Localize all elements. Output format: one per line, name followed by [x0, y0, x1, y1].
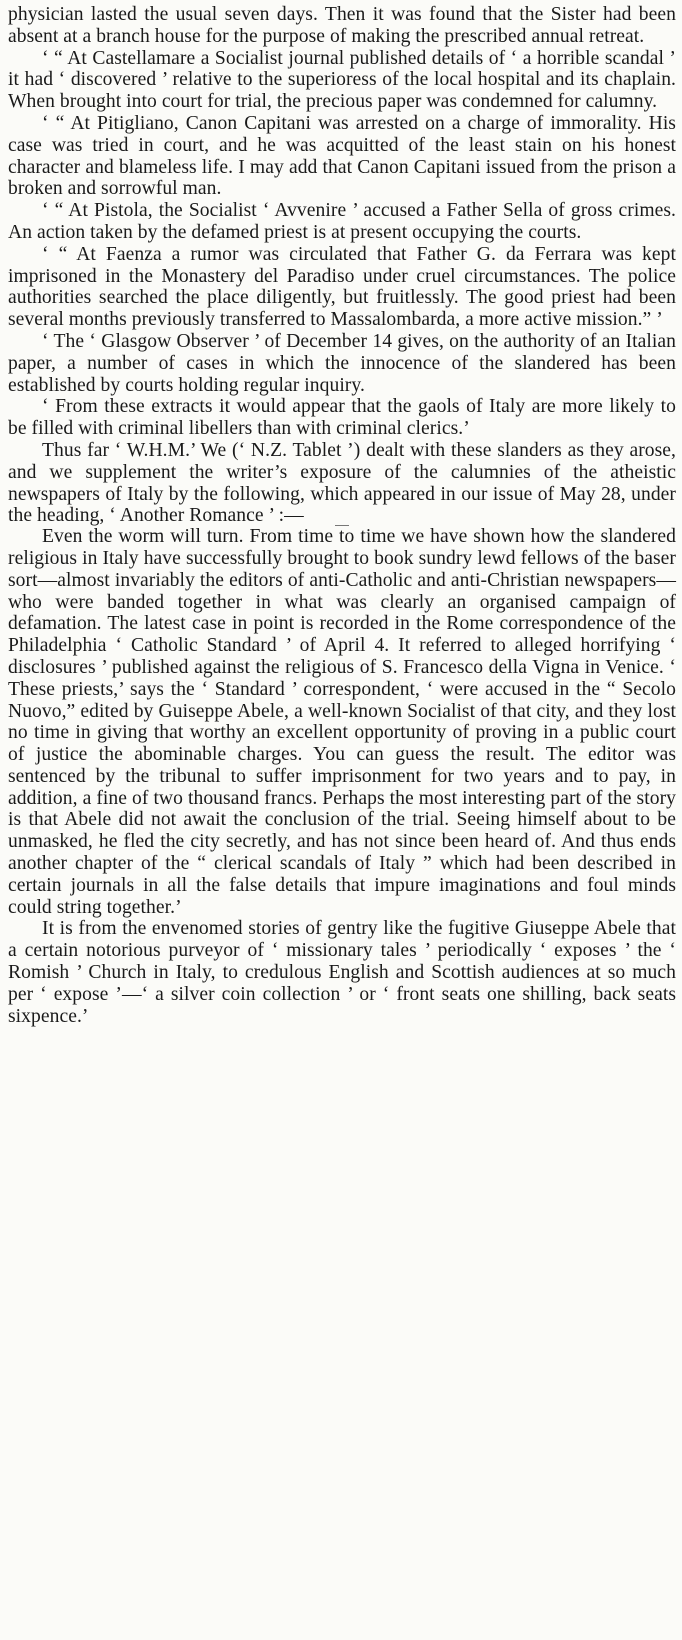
- paragraph-thus-far: Thus far ‘ W.H.M.’ We (‘ N.Z. Tablet ’) dealt with these slanders as they arose, and we supplement the writer’s exposure of the calumnies of the atheistic newspapers of Italy by the following, which appeared in our issue of May 28, under the heading, ‘ Another Romance ’ :—: [8, 439, 676, 527]
- paragraph-glasgow-observer: ‘ The ‘ Glasgow Observer ’ of December 14 gives, on the authority of an Italian paper, a number of cases in which the innocence of the slandered has been established by courts holding regular inquiry.: [8, 330, 676, 396]
- paragraph-castellamare: ‘ “ At Castellamare a Socialist journal published details of ‘ a horrible scandal ’ it had ‘ discovered ’ relative to the superioress of the local hospital and its chaplain. When brought into court for trial, the precious paper was condemned for calumny.: [8, 47, 676, 113]
- paragraph-envenomed-stories: It is from the envenomed stories of gentry like the fugitive Giuseppe Abele that a certain notorious purveyor of ‘ missionary tales ’ periodically ‘ exposes ’ the ‘ Romish ’ Church in Italy, to credulous English and Scottish audiences at so much per ‘ expose ’—‘ a silver coin collection ’ or ‘ front seats one shilling, back seats sixpence.’: [8, 918, 676, 1027]
- paragraph-pistola: ‘ “ At Pistola, the Socialist ‘ Avvenire ’ accused a Father Sella of gross crimes. An action taken by the defamed priest is at present occupying the courts.: [8, 200, 676, 243]
- paragraph-worm-will-turn: Even the worm will turn. From time to time we have shown how the slandered religious in Italy have successfully brought to book sundry lewd fellows of the baser sort—almost invariably the editors of anti-Catholic and anti-Christian newspapers—who were banded together in what was clearly an organised campaign of defamation. The latest case in point is recorded in the Rome correspondence of the Philadelphia ‘ Catholic Standard ’ of April 4. It referred to alleged horrifying ‘ disclosures ’ published against the religious of S. Francesco della Vigna in Venice. ‘ These priests,’ says the ‘ Standard ’ correspondent, ‘ were accused in the “ Secolo Nuovo,” edited by Guiseppe Abele, a well-known Socialist of that city, and they lost no time in giving that worthy an excellent opportunity of proving in a public court of justice the abominable charges. You can guess the result. The editor was sentenced by the tribunal to suffer imprisonment for two years and to pay, in addition, a fine of two thousand francs. Perhaps the most interesting part of the story is that Abele did not await the conclusion of the trial. Seeing himself about to be unmasked, he fled the city secretly, and has not since been heard of. And thus ends another chapter of the “ clerical scandals of Italy ” which had been described in certain journals in all the false details that impure imaginations and foul minds could string together.’: [8, 526, 676, 918]
- paragraph-pitigliano: ‘ “ At Pitigliano, Canon Capitani was arrested on a charge of immorality. His case was tried in court, and he was acquitted of the least stain on his honest character and blameless life. I may add that Canon Capitani issued from the prison a broken and sorrowful man.: [8, 112, 676, 200]
- article-column: [8, 4, 676, 1027]
- paragraph-extracts: ‘ From these extracts it would appear that the gaols of Italy are more likely to be filled with criminal libellers than with criminal clerics.’: [8, 396, 676, 440]
- paragraph-physician: physician lasted the usual seven days. Then it was found that the Sister had been absent at a branch house for the purpose of making the prescribed annual retreat.: [8, 4, 676, 47]
- paragraph-faenza: ‘ “ At Faenza a rumor was circulated that Father G. da Ferrara was kept imprisoned in the Monastery del Paradiso under cruel circumstances. The police authorities searched the place diligently, but fruitlessly. The good priest had been several months previously transferred to Massalombarda, a more active mission.” ’: [8, 243, 676, 331]
